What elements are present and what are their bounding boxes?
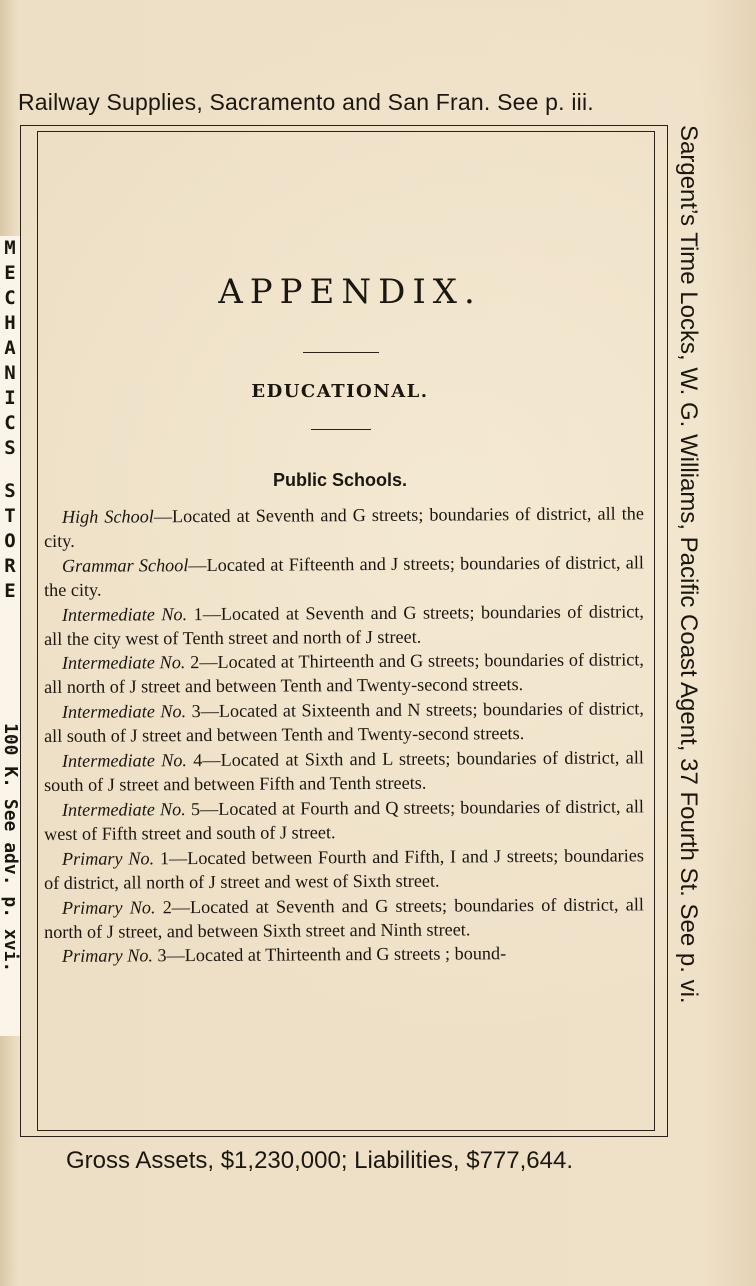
top-advertisement: Railway Supplies, Sacramento and San Fran. See p. iii.	[18, 89, 594, 115]
school-entry	[44, 697, 644, 749]
school-details: —Located at Fifteenth and J streets; boundaries of district, all the city.	[44, 552, 644, 601]
school-details: —Located at Seventh and G streets; boundaries of district, all the city.	[44, 503, 644, 552]
school-details: 1—Located at Seventh and G streets; boundaries of district, all the city west of Tenth street and north of J street.	[44, 600, 644, 650]
school-name: Primary No.	[61, 848, 155, 869]
right-advertisement: Sargent’s Time Locks, W. G. Williams, Pacific Coast Agent, 37 Fourth St. See p. vi.	[675, 125, 702, 1004]
left-advertisement-mechanics: MECHANICS	[4, 237, 16, 459]
left-advertisement-note: 100 K. See adv. p. xvi.	[0, 723, 21, 973]
school-details: 3—Located at Thirteenth and G streets ; bound-	[152, 943, 507, 966]
school-list	[44, 505, 644, 969]
school-entry	[44, 550, 644, 602]
subtitle-divider	[311, 429, 371, 430]
school-name: Intermediate No.	[61, 603, 188, 625]
school-details: 2—Located at Seventh and G streets; boundaries of district, all north of J street, and between Sixth street and Ninth street.	[44, 893, 644, 942]
school-entry	[44, 892, 644, 944]
school-details: 1—Located between Fourth and Fifth, I and J streets; boundaries of district, all north of J street and west of Sixth street.	[44, 845, 644, 894]
left-advertisement	[0, 236, 21, 1036]
school-name: Grammar School	[61, 554, 189, 576]
school-name: Primary No.	[61, 945, 153, 967]
school-name: Intermediate No.	[61, 652, 186, 674]
school-entry	[44, 794, 644, 846]
school-name: Primary No.	[61, 896, 156, 918]
bottom-advertisement: Gross Assets, $1,230,000; Liabilities, $777,644.	[66, 1147, 573, 1174]
school-details: 2—Located at Thirteenth and G streets; boundaries of district, all north of J street and between Tenth and Twenty-second streets.	[44, 649, 644, 698]
school-name: Intermediate No.	[61, 701, 187, 723]
school-name: Intermediate No.	[61, 799, 186, 820]
school-entry	[44, 599, 644, 651]
school-entry	[44, 648, 644, 700]
school-entry	[44, 941, 644, 969]
school-entry	[44, 745, 644, 797]
school-entry	[44, 843, 644, 895]
educational-subtitle: EDUCATIONAL.	[251, 381, 429, 402]
school-name: High School	[61, 506, 154, 527]
school-entry	[44, 501, 644, 553]
appendix-title: APPENDIX.	[218, 272, 482, 312]
public-schools-heading: Public Schools.	[272, 470, 408, 490]
school-details: 3—Located at Sixteenth and N streets; boundaries of district, all south of J street and between Tenth and Twenty-second streets.	[44, 698, 644, 747]
school-details: 5—Located at Fourth and Q streets; boundaries of district, all west of Fifth street and south of J street.	[44, 796, 644, 845]
left-advertisement-store: STORE	[4, 480, 16, 602]
school-name: Intermediate No.	[61, 750, 188, 771]
school-details: 4—Located at Sixth and L streets; boundaries of district, all south of J street and between Fifth and Tenth streets.	[44, 747, 644, 796]
title-divider	[303, 352, 379, 353]
